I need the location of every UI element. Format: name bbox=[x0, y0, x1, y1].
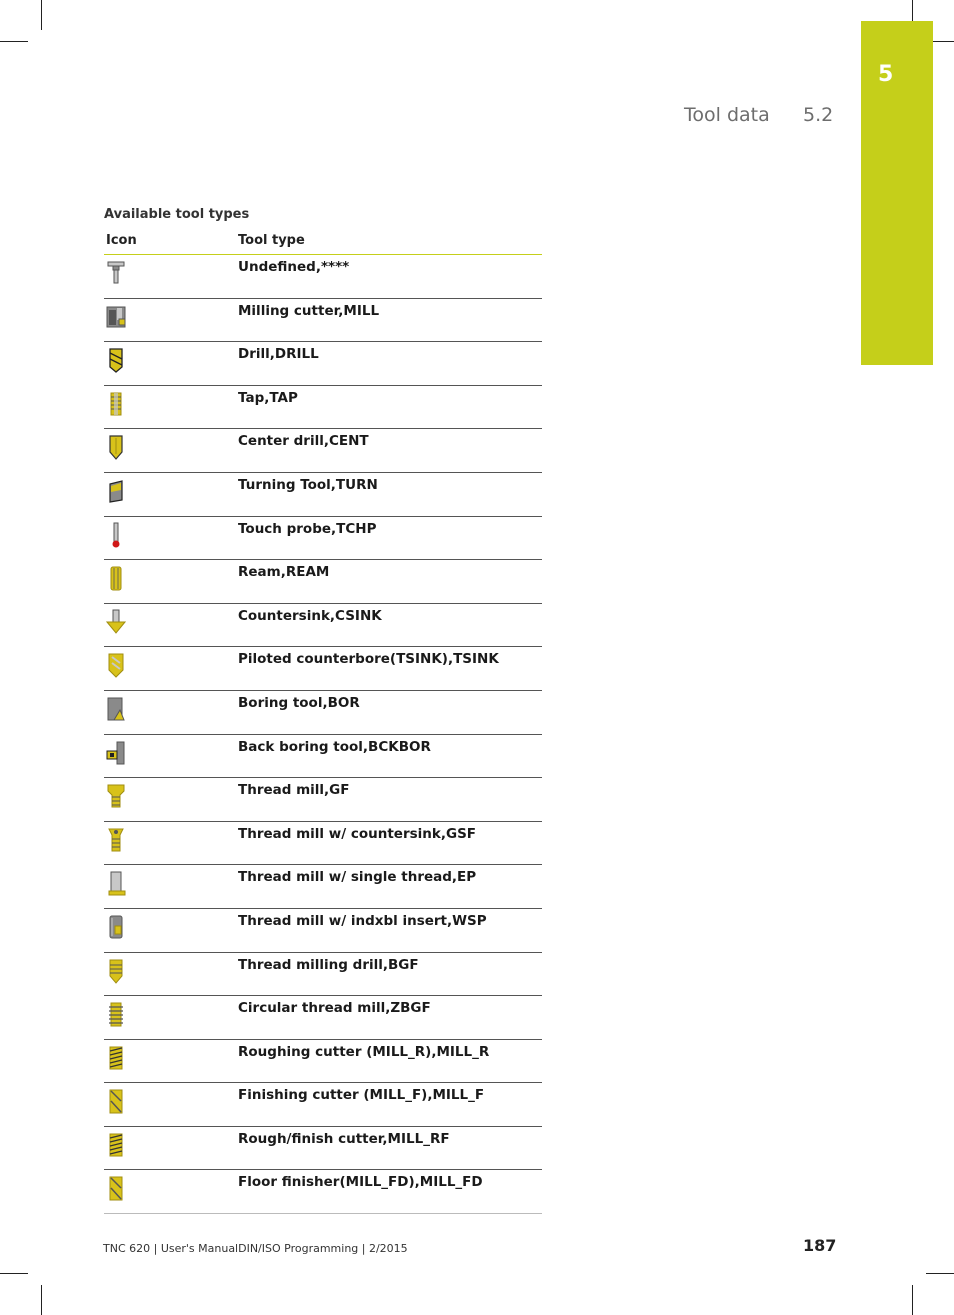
tool-type-label: Rough/finish cutter,MILL_RF bbox=[238, 1130, 450, 1147]
tool-type-label: Thread mill w/ single thread,EP bbox=[238, 869, 477, 886]
page-number: 187 bbox=[803, 1236, 837, 1255]
tool-type-label: Turning Tool,TURN bbox=[238, 476, 378, 493]
table-row bbox=[104, 778, 542, 822]
tool-type-label: Tap,TAP bbox=[238, 389, 298, 406]
roughing-cutter-icon bbox=[106, 1045, 126, 1071]
undefined-tool-icon bbox=[106, 260, 126, 286]
tool-type-label: Roughing cutter (MILL_R),MILL_R bbox=[238, 1043, 490, 1060]
tool-type-label: Boring tool,BOR bbox=[238, 694, 360, 711]
table-row bbox=[104, 604, 542, 648]
milling-cutter-icon bbox=[106, 304, 126, 330]
table-body bbox=[104, 255, 542, 1214]
header-section: 5.2 bbox=[803, 104, 834, 126]
crop-mark bbox=[0, 1273, 28, 1274]
table-row bbox=[104, 822, 542, 866]
table-row bbox=[104, 647, 542, 691]
crop-mark bbox=[41, 1285, 42, 1315]
tool-type-label: Ream,REAM bbox=[238, 564, 330, 581]
tap-icon bbox=[106, 391, 126, 417]
tool-type-label: Center drill,CENT bbox=[238, 433, 369, 450]
drill-icon bbox=[106, 347, 126, 373]
thread-milling-drill-icon bbox=[106, 958, 126, 984]
header-icon: Icon bbox=[106, 233, 137, 248]
table-row bbox=[104, 1083, 542, 1127]
tool-type-label: Drill,DRILL bbox=[238, 346, 319, 363]
table-row bbox=[104, 429, 542, 473]
tool-type-label: Touch probe,TCHP bbox=[238, 520, 377, 537]
tool-type-label: Undefined,**** bbox=[238, 259, 350, 275]
finishing-cutter-icon bbox=[106, 1088, 126, 1114]
crop-mark bbox=[0, 41, 28, 42]
tool-type-label: Back boring tool,BCKBOR bbox=[238, 738, 431, 755]
tool-type-label: Floor finisher(MILL_FD),MILL_FD bbox=[238, 1174, 483, 1191]
chapter-number: 5 bbox=[878, 62, 894, 87]
crop-mark bbox=[912, 0, 913, 22]
thread-mill-countersink-icon bbox=[106, 827, 126, 853]
circular-thread-mill-icon bbox=[106, 1001, 126, 1027]
table-header bbox=[104, 229, 542, 255]
thread-mill-icon bbox=[106, 783, 126, 809]
table-row bbox=[104, 691, 542, 735]
tool-type-label: Thread milling drill,BGF bbox=[238, 956, 419, 973]
table-row bbox=[104, 386, 542, 430]
chapter-tab bbox=[861, 21, 933, 365]
crop-mark bbox=[912, 1285, 913, 1315]
tool-type-label: Thread mill w/ countersink,GSF bbox=[238, 825, 477, 842]
table-row bbox=[104, 560, 542, 604]
table-caption: Available tool types bbox=[104, 207, 250, 222]
table-row bbox=[104, 1170, 542, 1214]
ream-icon bbox=[106, 565, 126, 591]
table-row bbox=[104, 865, 542, 909]
table-row bbox=[104, 735, 542, 779]
tool-type-label: Thread mill w/ indxbl insert,WSP bbox=[238, 912, 487, 929]
tool-type-label: Finishing cutter (MILL_F),MILL_F bbox=[238, 1087, 485, 1104]
tool-type-label: Circular thread mill,ZBGF bbox=[238, 1000, 431, 1017]
table-row bbox=[104, 909, 542, 953]
table-row bbox=[104, 953, 542, 997]
thread-mill-single-icon bbox=[106, 870, 126, 896]
back-boring-tool-icon bbox=[106, 740, 126, 766]
table-row bbox=[104, 1040, 542, 1084]
turning-tool-icon bbox=[106, 478, 126, 504]
table-row bbox=[104, 342, 542, 386]
floor-finisher-icon bbox=[106, 1175, 126, 1201]
footer-text: TNC 620 | User's ManualDIN/ISO Programming | 2/2015 bbox=[103, 1242, 408, 1255]
header-tool-type: Tool type bbox=[238, 233, 305, 248]
touch-probe-icon bbox=[106, 522, 126, 548]
tool-type-label: Thread mill,GF bbox=[238, 782, 350, 799]
table-row bbox=[104, 255, 542, 299]
tool-type-label: Piloted counterbore(TSINK),TSINK bbox=[238, 651, 499, 668]
crop-mark bbox=[926, 1273, 954, 1274]
crop-mark bbox=[41, 0, 42, 30]
boring-tool-icon bbox=[106, 696, 126, 722]
countersink-icon bbox=[106, 609, 126, 635]
table-row bbox=[104, 299, 542, 343]
rough-finish-cutter-icon bbox=[106, 1132, 126, 1158]
header-title: Tool data bbox=[684, 104, 770, 126]
table-row bbox=[104, 996, 542, 1040]
table-row bbox=[104, 473, 542, 517]
tool-types-table bbox=[104, 229, 542, 1214]
tool-type-label: Milling cutter,MILL bbox=[238, 302, 380, 319]
tool-type-label: Countersink,CSINK bbox=[238, 607, 382, 624]
piloted-counterbore-icon bbox=[106, 652, 126, 678]
center-drill-icon bbox=[106, 434, 126, 460]
thread-mill-insert-icon bbox=[106, 914, 126, 940]
table-row bbox=[104, 1127, 542, 1171]
table-row bbox=[104, 517, 542, 561]
